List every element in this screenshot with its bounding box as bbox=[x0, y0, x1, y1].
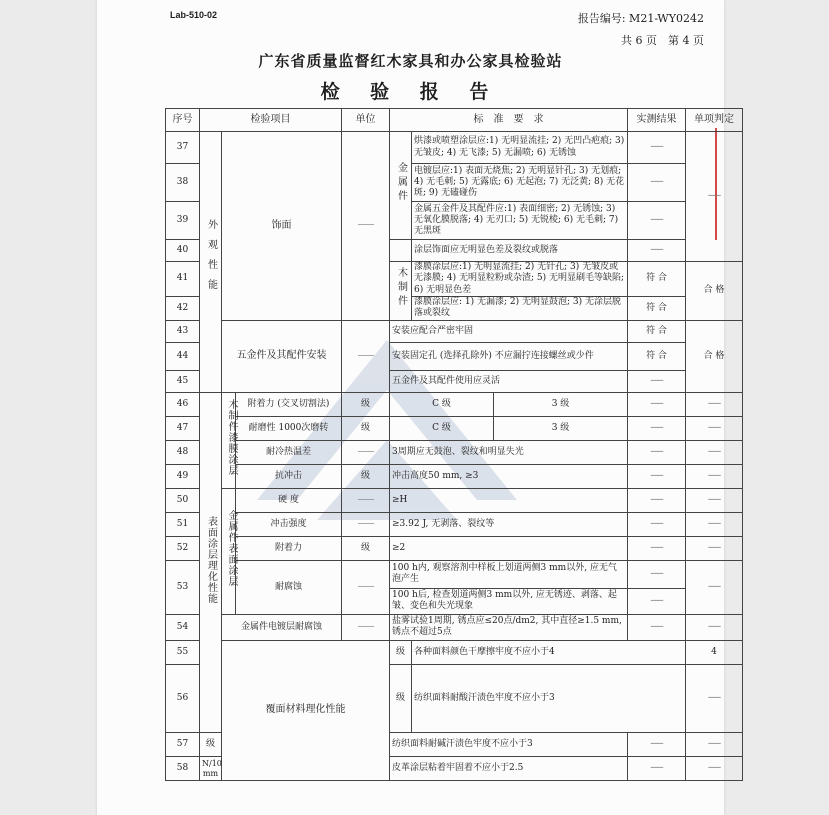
table-row bbox=[166, 320, 743, 342]
row-no: 42 bbox=[166, 296, 200, 320]
result-cell: 符 合 bbox=[628, 296, 686, 320]
item-name: 冲击强度 bbox=[236, 512, 342, 536]
result-cell: ------ bbox=[628, 488, 686, 512]
row-no: 38 bbox=[166, 164, 200, 202]
result-cell: ------ bbox=[628, 464, 686, 488]
item-metal-coating: 金属件表面涂层 bbox=[222, 488, 236, 614]
result-cell: ------ bbox=[628, 512, 686, 536]
verdict-cell: 合 格 bbox=[686, 320, 743, 392]
header-seq: 序号 bbox=[166, 109, 200, 132]
item-name: 抗冲击 bbox=[236, 464, 342, 488]
standard-text: 100 h内, 观察溶剂中样板上划道两侧3 mm以外, 应无气泡产生 bbox=[390, 560, 628, 588]
header-result: 实测结果 bbox=[628, 109, 686, 132]
level-value: 3 级 bbox=[494, 392, 628, 416]
item-name: 耐腐蚀 bbox=[236, 560, 342, 614]
result-cell: ------ bbox=[628, 416, 686, 440]
verdict-cell: ------ bbox=[686, 416, 743, 440]
row-no: 48 bbox=[166, 440, 200, 464]
group-appearance: 外观性能 bbox=[200, 132, 222, 393]
unit-cell: —— bbox=[342, 560, 390, 614]
table-row bbox=[166, 440, 743, 464]
verdict-cell: ------ bbox=[686, 440, 743, 464]
standard-text: 100 h后, 检查划道两侧3 mm以外, 应无锈迹、剥落、起皱、变色和失光现象 bbox=[390, 588, 628, 614]
standard-text: 纺织面料耐碱汗渍色牢度不应小于3 bbox=[390, 733, 628, 757]
row-no: 37 bbox=[166, 132, 200, 164]
item-cover-material: 覆面材料理化性能 bbox=[222, 640, 390, 781]
row-no: 55 bbox=[166, 640, 200, 664]
unit-cell: —— bbox=[342, 440, 390, 464]
row-no: 41 bbox=[166, 262, 200, 297]
report-page bbox=[97, 0, 734, 815]
verdict-cell: ------ bbox=[686, 614, 743, 640]
row-no: 56 bbox=[166, 664, 200, 733]
standard-text: 烘漆或喷塑涂层应:1) 无明显流挂; 2) 无凹凸疤痕; 3) 无皱皮; 4) 无飞漆; 5) 无漏喷; 6) 无锈蚀 bbox=[412, 132, 628, 164]
unit-cell: 级 bbox=[342, 416, 390, 440]
row-no: 53 bbox=[166, 560, 200, 614]
item-name: 附着力 bbox=[236, 536, 342, 560]
table-row bbox=[166, 512, 743, 536]
result-cell: 4 bbox=[686, 640, 743, 664]
result-cell: ------ bbox=[628, 132, 686, 164]
row-no: 39 bbox=[166, 202, 200, 240]
result-cell: ------ bbox=[628, 757, 686, 781]
result-cell: ------ bbox=[628, 440, 686, 464]
standard-text: 安装应配合严密牢固 bbox=[390, 320, 628, 342]
unit-cell: —— bbox=[342, 320, 390, 392]
result-cell: ------ bbox=[628, 536, 686, 560]
verdict-cell: ------ bbox=[686, 733, 743, 757]
row-no: 47 bbox=[166, 416, 200, 440]
verdict-cell: ------ bbox=[686, 757, 743, 781]
standard-text: 涂层饰面应无明显色差及裂纹或脱落 bbox=[412, 240, 628, 262]
row-no: 43 bbox=[166, 320, 200, 342]
result-cell: ------ bbox=[628, 392, 686, 416]
row-no: 57 bbox=[166, 733, 200, 757]
row-no: 58 bbox=[166, 757, 200, 781]
row-no: 45 bbox=[166, 370, 200, 392]
item-name: 金属件电镀层耐腐蚀 bbox=[222, 614, 342, 640]
item-name: 硬 度 bbox=[236, 488, 342, 512]
verdict-cell: ------ bbox=[686, 512, 743, 536]
level-value: 3 级 bbox=[494, 416, 628, 440]
level-value: C 级 bbox=[390, 416, 494, 440]
result-cell: 符 合 bbox=[628, 262, 686, 297]
category-wood: 木制件 bbox=[390, 262, 412, 321]
category-metal: 金属件 bbox=[390, 132, 412, 240]
unit-cell: 级 bbox=[390, 640, 412, 664]
standard-text: ≥H bbox=[390, 488, 628, 512]
result-cell: ------ bbox=[686, 664, 743, 733]
verdict-cell: ------ bbox=[686, 132, 743, 262]
verdict-cell: ------ bbox=[686, 536, 743, 560]
unit-cell: 级 bbox=[342, 536, 390, 560]
standard-text: 皮革涂层粘着牢固着不应小于2.5 bbox=[390, 757, 628, 781]
standard-text: 3周期应无鼓泡、裂纹和明显失光 bbox=[390, 440, 628, 464]
verdict-cell: ------ bbox=[686, 488, 743, 512]
unit-cell: 级 bbox=[390, 664, 412, 733]
header-unit: 单位 bbox=[342, 109, 390, 132]
standard-text: 漆膜涂层应:1) 无明显流挂; 2) 无针孔; 3) 无皱皮或无漆膜; 4) 无明显粒粉或杂渣; 5) 无明显刷毛等缺陷; 6) 无明显色差 bbox=[412, 262, 628, 297]
table-row bbox=[166, 416, 743, 440]
result-cell: 符 合 bbox=[628, 342, 686, 370]
standard-text: ≥3.92 J, 无剥落、裂纹等 bbox=[390, 512, 628, 536]
report-title: 检 验 报 告 bbox=[320, 81, 501, 103]
lab-code: Lab-510-02 bbox=[170, 10, 218, 20]
standard-text: 纺织面料耐酸汗渍色牢度不应小于3 bbox=[412, 664, 686, 733]
verdict-cell: ------ bbox=[686, 560, 743, 614]
table-row bbox=[166, 536, 743, 560]
report-number: 报告编号: M21-WY0242 bbox=[577, 12, 704, 25]
unit-cell: —— bbox=[342, 488, 390, 512]
table-row bbox=[166, 614, 743, 640]
result-cell: ------ bbox=[628, 202, 686, 240]
row-no: 51 bbox=[166, 512, 200, 536]
unit-cell: —— bbox=[342, 614, 390, 640]
standard-text: 五金件及其配件使用应灵活 bbox=[390, 370, 628, 392]
standard-text: ≥2 bbox=[390, 536, 628, 560]
row-no: 44 bbox=[166, 342, 200, 370]
header-verdict: 单项判定 bbox=[686, 109, 743, 132]
verdict-cell: 合 格 bbox=[686, 262, 743, 321]
result-cell: 符 合 bbox=[628, 320, 686, 342]
table-row bbox=[166, 392, 743, 416]
standard-text: 电镀层应:1) 表面无烧焦; 2) 无明显针孔; 3) 无划痕; 4) 无毛刺; 5) 无露底; 6) 无起泡; 7) 无泛黄; 8) 无花斑; 9) 无磕碰伤 bbox=[412, 164, 628, 202]
result-cell: ------ bbox=[628, 164, 686, 202]
level-value: C 级 bbox=[390, 392, 494, 416]
unit-cell: N/10 mm bbox=[200, 757, 222, 781]
row-no: 54 bbox=[166, 614, 200, 640]
result-cell: ------ bbox=[628, 560, 686, 588]
page-info: 共 6 页 第 4 页 bbox=[621, 34, 704, 47]
row-no: 40 bbox=[166, 240, 200, 262]
standard-text: 各种面料颜色干摩擦牢度不应小于4 bbox=[412, 640, 686, 664]
result-cell: ------ bbox=[628, 588, 686, 614]
row-no: 50 bbox=[166, 488, 200, 512]
unit-cell: 级 bbox=[342, 464, 390, 488]
row-no: 52 bbox=[166, 536, 200, 560]
unit-cell: —— bbox=[342, 512, 390, 536]
group-surface: 表面涂层理化性能 bbox=[200, 392, 222, 733]
item-finish: 饰面 bbox=[222, 132, 342, 321]
item-name: 附着力 (交叉切割法) bbox=[236, 392, 342, 416]
standard-text: 漆膜涂层应: 1) 无漏漆; 2) 无明显鼓泡; 3) 无涂层脱落或裂纹 bbox=[412, 296, 628, 320]
table-row bbox=[166, 488, 743, 512]
table-row bbox=[166, 560, 743, 588]
unit-cell: —— bbox=[342, 132, 390, 321]
header-standard: 标 准 要 求 bbox=[390, 109, 628, 132]
unit-cell: 级 bbox=[342, 392, 390, 416]
item-hardware: 五金件及其配件安装 bbox=[222, 320, 342, 392]
organization-name: 广东省质量监督红木家具和办公家具检验站 bbox=[258, 52, 563, 70]
header-item: 检验项目 bbox=[200, 109, 342, 132]
item-name: 耐冷热温差 bbox=[236, 440, 342, 464]
result-cell: ------ bbox=[628, 240, 686, 262]
item-name: 耐磨性 1000次磨转 bbox=[236, 416, 342, 440]
standard-text: 金属五金件及其配件应:1) 表面细密; 2) 无锈蚀; 3) 无氧化膜脱落; 4) 无刃口; 5) 无锐棱; 6) 无毛刺; 7) 无黑斑 bbox=[412, 202, 628, 240]
standard-text: 盐雾试验1周期, 锈点应≤20点/dm2, 其中直径≥1.5 mm, 锈点不超过5点 bbox=[390, 614, 628, 640]
row-no: 49 bbox=[166, 464, 200, 488]
unit-cell: 级 bbox=[200, 733, 222, 757]
table-row bbox=[166, 132, 743, 164]
result-cell: ------ bbox=[628, 614, 686, 640]
table-row bbox=[166, 464, 743, 488]
result-cell: ------ bbox=[628, 370, 686, 392]
item-wood-coating: 木制件漆膜涂层 bbox=[222, 392, 236, 488]
table-row bbox=[166, 640, 743, 664]
standard-text: 冲击高度50 mm, ≥3 bbox=[390, 464, 628, 488]
row-no: 46 bbox=[166, 392, 200, 416]
standard-text: 安装固定孔 (选择孔除外) 不应漏拧连接螺丝或少件 bbox=[390, 342, 628, 370]
table-header-row bbox=[166, 109, 743, 132]
inspection-table bbox=[165, 108, 743, 781]
verdict-cell: ------ bbox=[686, 464, 743, 488]
result-cell: ------ bbox=[628, 733, 686, 757]
verdict-cell: ------ bbox=[686, 392, 743, 416]
